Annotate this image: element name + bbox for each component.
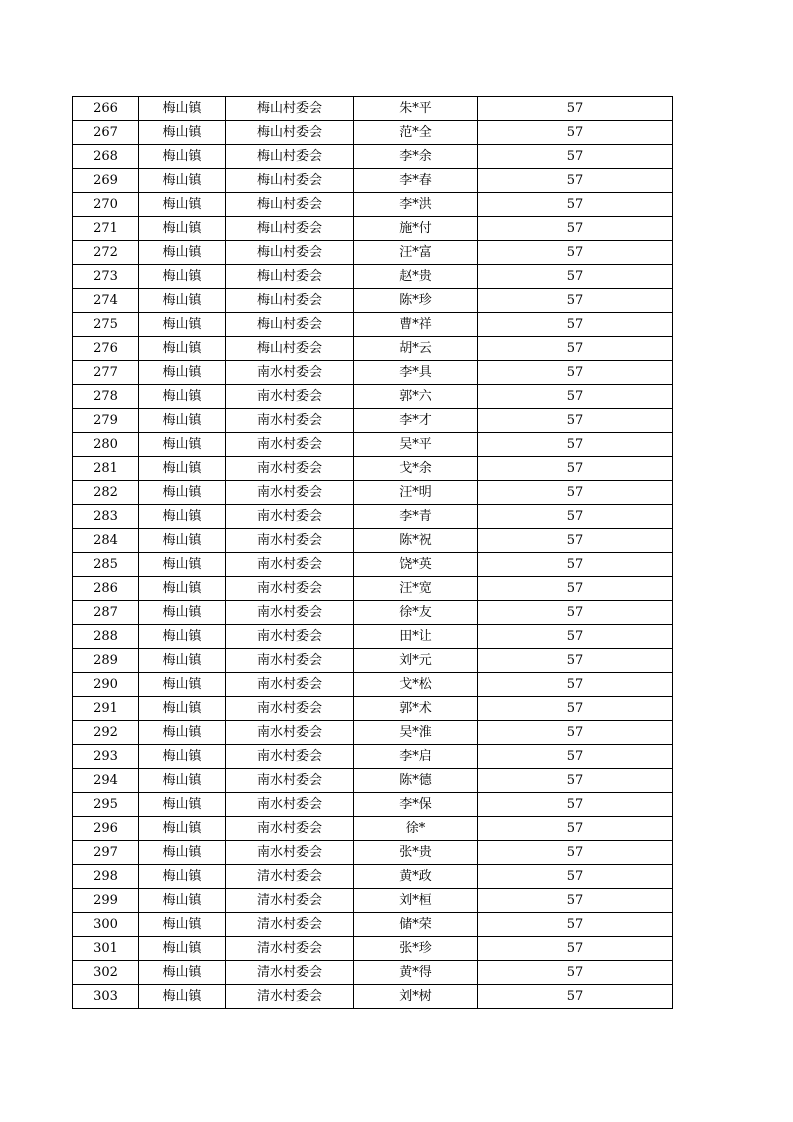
row-number-cell: 267 <box>73 121 139 145</box>
person-name-cell: 郭*术 <box>354 697 478 721</box>
village-committee-cell: 南水村委会 <box>226 841 354 865</box>
town-name-cell: 梅山镇 <box>139 481 226 505</box>
village-committee-cell: 梅山村委会 <box>226 193 354 217</box>
amount-cell: 57 <box>478 577 673 601</box>
table-row <box>73 913 673 937</box>
person-name-cell: 李*保 <box>354 793 478 817</box>
row-number-cell: 277 <box>73 361 139 385</box>
town-name-cell: 梅山镇 <box>139 577 226 601</box>
town-name-cell: 梅山镇 <box>139 793 226 817</box>
row-number-cell: 290 <box>73 673 139 697</box>
row-number-cell: 296 <box>73 817 139 841</box>
village-committee-cell: 南水村委会 <box>226 505 354 529</box>
table-row <box>73 889 673 913</box>
amount-cell: 57 <box>478 985 673 1009</box>
town-name-cell: 梅山镇 <box>139 169 226 193</box>
town-name-cell: 梅山镇 <box>139 601 226 625</box>
table-row <box>73 121 673 145</box>
town-name-cell: 梅山镇 <box>139 313 226 337</box>
person-name-cell: 汪*富 <box>354 241 478 265</box>
table-row <box>73 169 673 193</box>
amount-cell: 57 <box>478 385 673 409</box>
person-name-cell: 范*全 <box>354 121 478 145</box>
amount-cell: 57 <box>478 721 673 745</box>
amount-cell: 57 <box>478 625 673 649</box>
amount-cell: 57 <box>478 313 673 337</box>
amount-cell: 57 <box>478 241 673 265</box>
table-row <box>73 337 673 361</box>
table-row <box>73 601 673 625</box>
village-committee-cell: 梅山村委会 <box>226 337 354 361</box>
row-number-cell: 301 <box>73 937 139 961</box>
town-name-cell: 梅山镇 <box>139 289 226 313</box>
person-name-cell: 吴*淮 <box>354 721 478 745</box>
row-number-cell: 272 <box>73 241 139 265</box>
amount-cell: 57 <box>478 97 673 121</box>
table-row <box>73 553 673 577</box>
amount-cell: 57 <box>478 841 673 865</box>
town-name-cell: 梅山镇 <box>139 673 226 697</box>
village-committee-cell: 清水村委会 <box>226 985 354 1009</box>
village-committee-cell: 清水村委会 <box>226 913 354 937</box>
row-number-cell: 275 <box>73 313 139 337</box>
table-row <box>73 649 673 673</box>
village-committee-cell: 南水村委会 <box>226 625 354 649</box>
town-name-cell: 梅山镇 <box>139 265 226 289</box>
town-name-cell: 梅山镇 <box>139 913 226 937</box>
table-row <box>73 505 673 529</box>
row-number-cell: 270 <box>73 193 139 217</box>
row-number-cell: 299 <box>73 889 139 913</box>
amount-cell: 57 <box>478 937 673 961</box>
person-name-cell: 张*珍 <box>354 937 478 961</box>
town-name-cell: 梅山镇 <box>139 721 226 745</box>
table-row <box>73 385 673 409</box>
amount-cell: 57 <box>478 505 673 529</box>
village-committee-cell: 南水村委会 <box>226 481 354 505</box>
row-number-cell: 266 <box>73 97 139 121</box>
amount-cell: 57 <box>478 745 673 769</box>
village-committee-cell: 南水村委会 <box>226 577 354 601</box>
village-committee-cell: 南水村委会 <box>226 649 354 673</box>
person-name-cell: 饶*英 <box>354 553 478 577</box>
table-row <box>73 217 673 241</box>
person-name-cell: 汪*明 <box>354 481 478 505</box>
village-committee-cell: 南水村委会 <box>226 745 354 769</box>
town-name-cell: 梅山镇 <box>139 625 226 649</box>
row-number-cell: 283 <box>73 505 139 529</box>
table-row <box>73 529 673 553</box>
row-number-cell: 269 <box>73 169 139 193</box>
town-name-cell: 梅山镇 <box>139 457 226 481</box>
person-name-cell: 刘*元 <box>354 649 478 673</box>
table-row <box>73 577 673 601</box>
town-name-cell: 梅山镇 <box>139 337 226 361</box>
row-number-cell: 268 <box>73 145 139 169</box>
town-name-cell: 梅山镇 <box>139 817 226 841</box>
person-name-cell: 李*余 <box>354 145 478 169</box>
amount-cell: 57 <box>478 433 673 457</box>
row-number-cell: 293 <box>73 745 139 769</box>
amount-cell: 57 <box>478 361 673 385</box>
table-row <box>73 673 673 697</box>
row-number-cell: 292 <box>73 721 139 745</box>
table-row <box>73 265 673 289</box>
person-name-cell: 田*让 <box>354 625 478 649</box>
amount-cell: 57 <box>478 865 673 889</box>
row-number-cell: 271 <box>73 217 139 241</box>
person-name-cell: 陈*德 <box>354 769 478 793</box>
table-row <box>73 193 673 217</box>
town-name-cell: 梅山镇 <box>139 865 226 889</box>
town-name-cell: 梅山镇 <box>139 697 226 721</box>
person-name-cell: 黄*得 <box>354 961 478 985</box>
table-body <box>73 97 673 1009</box>
village-committee-cell: 清水村委会 <box>226 937 354 961</box>
town-name-cell: 梅山镇 <box>139 649 226 673</box>
village-committee-cell: 清水村委会 <box>226 961 354 985</box>
person-name-cell: 李*启 <box>354 745 478 769</box>
table-row <box>73 841 673 865</box>
person-name-cell: 朱*平 <box>354 97 478 121</box>
town-name-cell: 梅山镇 <box>139 193 226 217</box>
amount-cell: 57 <box>478 121 673 145</box>
amount-cell: 57 <box>478 601 673 625</box>
row-number-cell: 273 <box>73 265 139 289</box>
amount-cell: 57 <box>478 265 673 289</box>
amount-cell: 57 <box>478 889 673 913</box>
village-committee-cell: 南水村委会 <box>226 673 354 697</box>
table-row <box>73 793 673 817</box>
amount-cell: 57 <box>478 913 673 937</box>
amount-cell: 57 <box>478 817 673 841</box>
table-row <box>73 937 673 961</box>
person-name-cell: 李*青 <box>354 505 478 529</box>
row-number-cell: 286 <box>73 577 139 601</box>
town-name-cell: 梅山镇 <box>139 505 226 529</box>
table-row <box>73 865 673 889</box>
village-committee-cell: 南水村委会 <box>226 409 354 433</box>
amount-cell: 57 <box>478 337 673 361</box>
amount-cell: 57 <box>478 769 673 793</box>
village-committee-cell: 南水村委会 <box>226 601 354 625</box>
person-name-cell: 刘*树 <box>354 985 478 1009</box>
person-name-cell: 郭*六 <box>354 385 478 409</box>
village-committee-cell: 梅山村委会 <box>226 289 354 313</box>
amount-cell: 57 <box>478 529 673 553</box>
village-committee-cell: 梅山村委会 <box>226 97 354 121</box>
town-name-cell: 梅山镇 <box>139 937 226 961</box>
row-number-cell: 274 <box>73 289 139 313</box>
row-number-cell: 295 <box>73 793 139 817</box>
row-number-cell: 298 <box>73 865 139 889</box>
village-committee-cell: 梅山村委会 <box>226 217 354 241</box>
person-name-cell: 刘*桓 <box>354 889 478 913</box>
village-committee-cell: 梅山村委会 <box>226 313 354 337</box>
village-committee-cell: 南水村委会 <box>226 769 354 793</box>
row-number-cell: 281 <box>73 457 139 481</box>
person-name-cell: 陈*祝 <box>354 529 478 553</box>
town-name-cell: 梅山镇 <box>139 361 226 385</box>
person-name-cell: 施*付 <box>354 217 478 241</box>
village-committee-cell: 南水村委会 <box>226 529 354 553</box>
person-name-cell: 汪*宽 <box>354 577 478 601</box>
table-row <box>73 697 673 721</box>
village-committee-cell: 清水村委会 <box>226 865 354 889</box>
town-name-cell: 梅山镇 <box>139 217 226 241</box>
row-number-cell: 291 <box>73 697 139 721</box>
person-name-cell: 储*荣 <box>354 913 478 937</box>
town-name-cell: 梅山镇 <box>139 433 226 457</box>
person-name-cell: 李*春 <box>354 169 478 193</box>
town-name-cell: 梅山镇 <box>139 769 226 793</box>
amount-cell: 57 <box>478 217 673 241</box>
village-committee-cell: 清水村委会 <box>226 889 354 913</box>
village-committee-cell: 南水村委会 <box>226 793 354 817</box>
village-committee-cell: 南水村委会 <box>226 697 354 721</box>
amount-cell: 57 <box>478 697 673 721</box>
table-row <box>73 433 673 457</box>
table-row <box>73 985 673 1009</box>
table-row <box>73 313 673 337</box>
table-row <box>73 409 673 433</box>
town-name-cell: 梅山镇 <box>139 121 226 145</box>
town-name-cell: 梅山镇 <box>139 889 226 913</box>
person-name-cell: 戈*余 <box>354 457 478 481</box>
row-number-cell: 282 <box>73 481 139 505</box>
village-committee-cell: 梅山村委会 <box>226 145 354 169</box>
amount-cell: 57 <box>478 409 673 433</box>
town-name-cell: 梅山镇 <box>139 529 226 553</box>
amount-cell: 57 <box>478 553 673 577</box>
table-row <box>73 457 673 481</box>
village-committee-cell: 梅山村委会 <box>226 241 354 265</box>
person-name-cell: 张*贵 <box>354 841 478 865</box>
data-table <box>72 96 673 1009</box>
row-number-cell: 297 <box>73 841 139 865</box>
amount-cell: 57 <box>478 673 673 697</box>
village-committee-cell: 南水村委会 <box>226 457 354 481</box>
person-name-cell: 戈*松 <box>354 673 478 697</box>
row-number-cell: 300 <box>73 913 139 937</box>
village-committee-cell: 南水村委会 <box>226 721 354 745</box>
town-name-cell: 梅山镇 <box>139 241 226 265</box>
village-committee-cell: 梅山村委会 <box>226 121 354 145</box>
table-row <box>73 961 673 985</box>
village-committee-cell: 南水村委会 <box>226 553 354 577</box>
amount-cell: 57 <box>478 145 673 169</box>
table-row <box>73 97 673 121</box>
table-row <box>73 361 673 385</box>
town-name-cell: 梅山镇 <box>139 961 226 985</box>
town-name-cell: 梅山镇 <box>139 385 226 409</box>
table-row <box>73 625 673 649</box>
row-number-cell: 288 <box>73 625 139 649</box>
row-number-cell: 303 <box>73 985 139 1009</box>
amount-cell: 57 <box>478 793 673 817</box>
person-name-cell: 赵*贵 <box>354 265 478 289</box>
row-number-cell: 287 <box>73 601 139 625</box>
person-name-cell: 徐*友 <box>354 601 478 625</box>
amount-cell: 57 <box>478 289 673 313</box>
town-name-cell: 梅山镇 <box>139 409 226 433</box>
town-name-cell: 梅山镇 <box>139 553 226 577</box>
row-number-cell: 280 <box>73 433 139 457</box>
person-name-cell: 陈*珍 <box>354 289 478 313</box>
person-name-cell: 胡*云 <box>354 337 478 361</box>
row-number-cell: 279 <box>73 409 139 433</box>
village-committee-cell: 梅山村委会 <box>226 169 354 193</box>
row-number-cell: 284 <box>73 529 139 553</box>
town-name-cell: 梅山镇 <box>139 97 226 121</box>
person-name-cell: 李*具 <box>354 361 478 385</box>
town-name-cell: 梅山镇 <box>139 145 226 169</box>
person-name-cell: 李*才 <box>354 409 478 433</box>
table-row <box>73 145 673 169</box>
amount-cell: 57 <box>478 961 673 985</box>
amount-cell: 57 <box>478 457 673 481</box>
row-number-cell: 289 <box>73 649 139 673</box>
row-number-cell: 302 <box>73 961 139 985</box>
row-number-cell: 294 <box>73 769 139 793</box>
town-name-cell: 梅山镇 <box>139 985 226 1009</box>
table-row <box>73 769 673 793</box>
table-row <box>73 241 673 265</box>
person-name-cell: 徐* <box>354 817 478 841</box>
person-name-cell: 曹*祥 <box>354 313 478 337</box>
village-committee-cell: 南水村委会 <box>226 361 354 385</box>
amount-cell: 57 <box>478 169 673 193</box>
amount-cell: 57 <box>478 649 673 673</box>
table-row <box>73 817 673 841</box>
table-row <box>73 721 673 745</box>
row-number-cell: 276 <box>73 337 139 361</box>
amount-cell: 57 <box>478 193 673 217</box>
person-name-cell: 吴*平 <box>354 433 478 457</box>
table-row <box>73 289 673 313</box>
town-name-cell: 梅山镇 <box>139 841 226 865</box>
table-row <box>73 481 673 505</box>
village-committee-cell: 南水村委会 <box>226 817 354 841</box>
town-name-cell: 梅山镇 <box>139 745 226 769</box>
row-number-cell: 285 <box>73 553 139 577</box>
person-name-cell: 黄*政 <box>354 865 478 889</box>
row-number-cell: 278 <box>73 385 139 409</box>
village-committee-cell: 南水村委会 <box>226 385 354 409</box>
person-name-cell: 李*洪 <box>354 193 478 217</box>
table-row <box>73 745 673 769</box>
village-committee-cell: 南水村委会 <box>226 433 354 457</box>
amount-cell: 57 <box>478 481 673 505</box>
village-committee-cell: 梅山村委会 <box>226 265 354 289</box>
